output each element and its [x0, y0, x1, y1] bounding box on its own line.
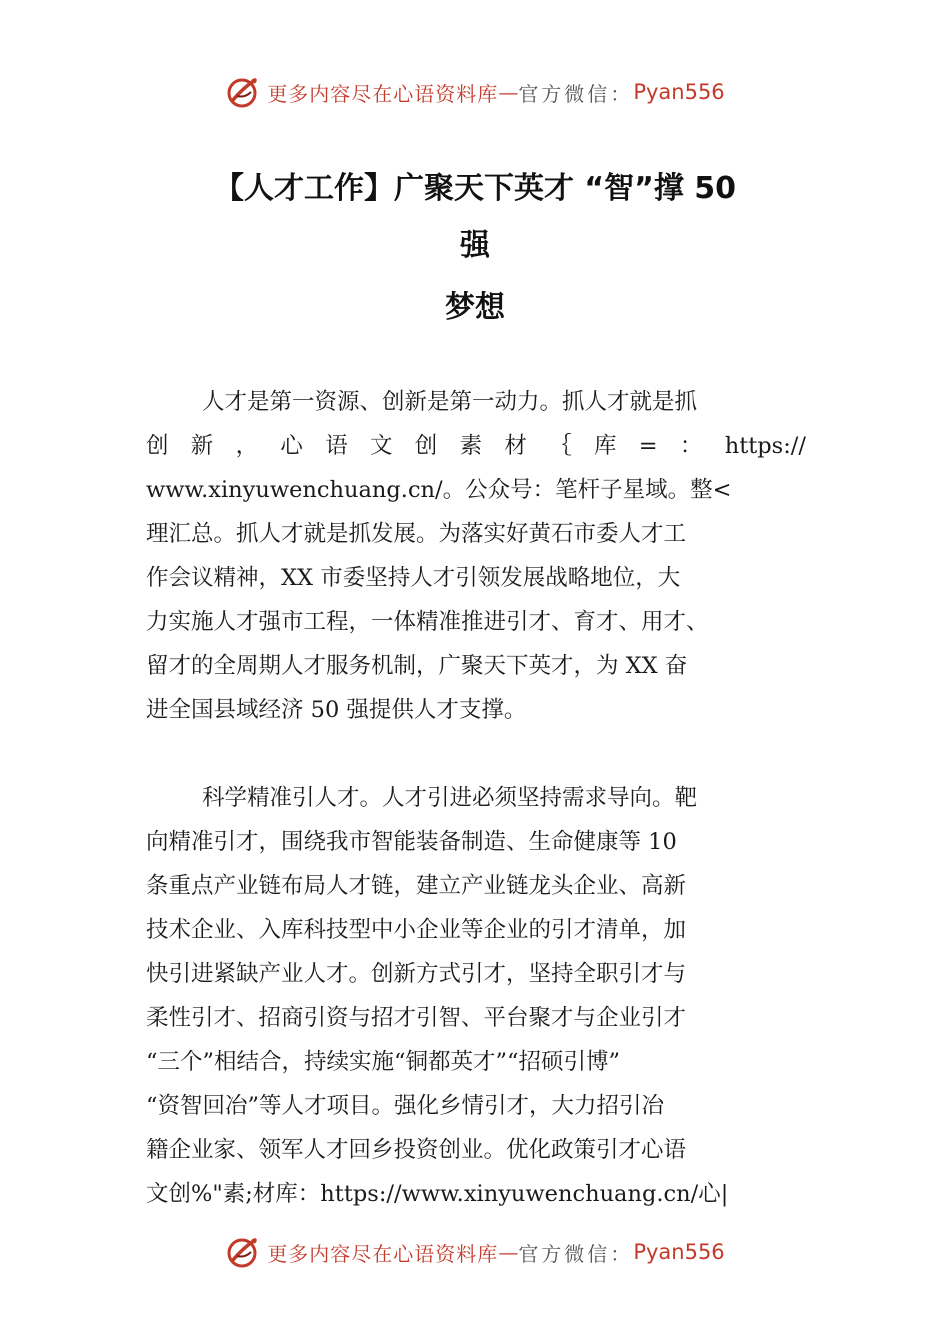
body-paragraph-2: [146, 776, 806, 1216]
paragraph-line: 力实施人才强市工程，一体精准推进引才、育才、用才、: [146, 609, 709, 635]
banner-separator: —: [498, 80, 519, 104]
paragraph-line: 条重点产业链布局人才链，建立产业链龙头企业、高新: [146, 873, 687, 899]
spaced-char: =: [638, 433, 658, 459]
paragraph-line-spaced: [146, 424, 806, 468]
spaced-char: 创: [414, 433, 438, 459]
banner-separator: —: [498, 1240, 519, 1264]
paragraph-line: “资智回冶”等人才项目。强化乡情引才，大力招引冶: [146, 1093, 665, 1119]
paragraph-line: 留才的全周期人才服务机制，广聚天下英才，为 XX 奋: [146, 653, 688, 679]
document-title-line-1: 【人才工作】广聚天下英才 “智”撑 50: [213, 171, 737, 206]
spaced-char: https://: [724, 433, 806, 459]
banner-title: 更多内容尽在心语资料库: [267, 1241, 499, 1266]
document-title-line-3: 梦想: [445, 290, 505, 325]
paragraph-line: 文创%"素;材库：https://www.xinyuwenchuang.cn/心|: [146, 1181, 729, 1207]
brush-logo-icon: [225, 1234, 261, 1270]
paragraph-line: 快引进紧缺产业人才。创新方式引才，坚持全职引才与: [146, 961, 687, 987]
banner-title: 更多内容尽在心语资料库: [267, 81, 499, 106]
header-watermark-banner: [0, 70, 950, 114]
document-title-line-2: 强: [460, 228, 490, 263]
banner-wechat-label: 官方微信：: [518, 81, 634, 106]
spaced-char: 材: [504, 433, 527, 459]
paragraph-line: 理汇总。抓人才就是抓发展。为落实好黄石市委人才工: [146, 521, 687, 547]
spaced-char: ｛: [549, 433, 572, 459]
spaced-char: 文: [369, 433, 393, 459]
paragraph-line: 科学精准引人才。人才引进必须坚持需求导向。靶: [202, 785, 698, 811]
paragraph-line: “三个”相结合，持续实施“铜都英才”“招硕引博”: [146, 1049, 621, 1075]
paragraph-line: 籍企业家、领军人才回乡投资创业。优化政策引才心语: [146, 1137, 687, 1163]
spaced-char: 心: [280, 433, 303, 459]
spaced-char: 语: [325, 433, 348, 459]
paragraph-line: 进全国县域经济 50 强提供人才支撑。: [146, 697, 527, 723]
spaced-char: 素: [459, 433, 483, 459]
spaced-char: 创: [146, 433, 169, 459]
body-paragraph-1: [146, 380, 806, 732]
paragraph-line: 作会议精神，XX 市委坚持人才引领发展战略地位，大: [146, 565, 681, 591]
banner-wechat-id: Pyan556: [633, 1240, 725, 1264]
paragraph-line: 人才是第一资源、创新是第一动力。抓人才就是抓: [202, 389, 698, 415]
paragraph-line: 技术企业、入库科技型中小企业等企业的引才清单，加: [146, 917, 687, 943]
paragraph-line: www.xinyuwenchuang.cn/。公众号：笔杆子星域。整<: [146, 477, 732, 503]
spaced-char: ，: [235, 433, 259, 459]
spaced-char: 库: [593, 433, 617, 459]
brush-logo-icon: [225, 74, 261, 110]
spaced-char: 新: [190, 433, 214, 459]
spaced-char: ：: [679, 433, 703, 459]
paragraph-line: 向精准引才，围绕我市智能装备制造、生命健康等 10: [146, 829, 677, 855]
banner-wechat-label: 官方微信：: [518, 1241, 634, 1266]
paragraph-line: 柔性引才、招商引资与招才引智、平台聚才与企业引才: [146, 1005, 687, 1031]
banner-wechat-id: Pyan556: [633, 80, 725, 104]
footer-watermark-banner: [0, 1230, 950, 1274]
